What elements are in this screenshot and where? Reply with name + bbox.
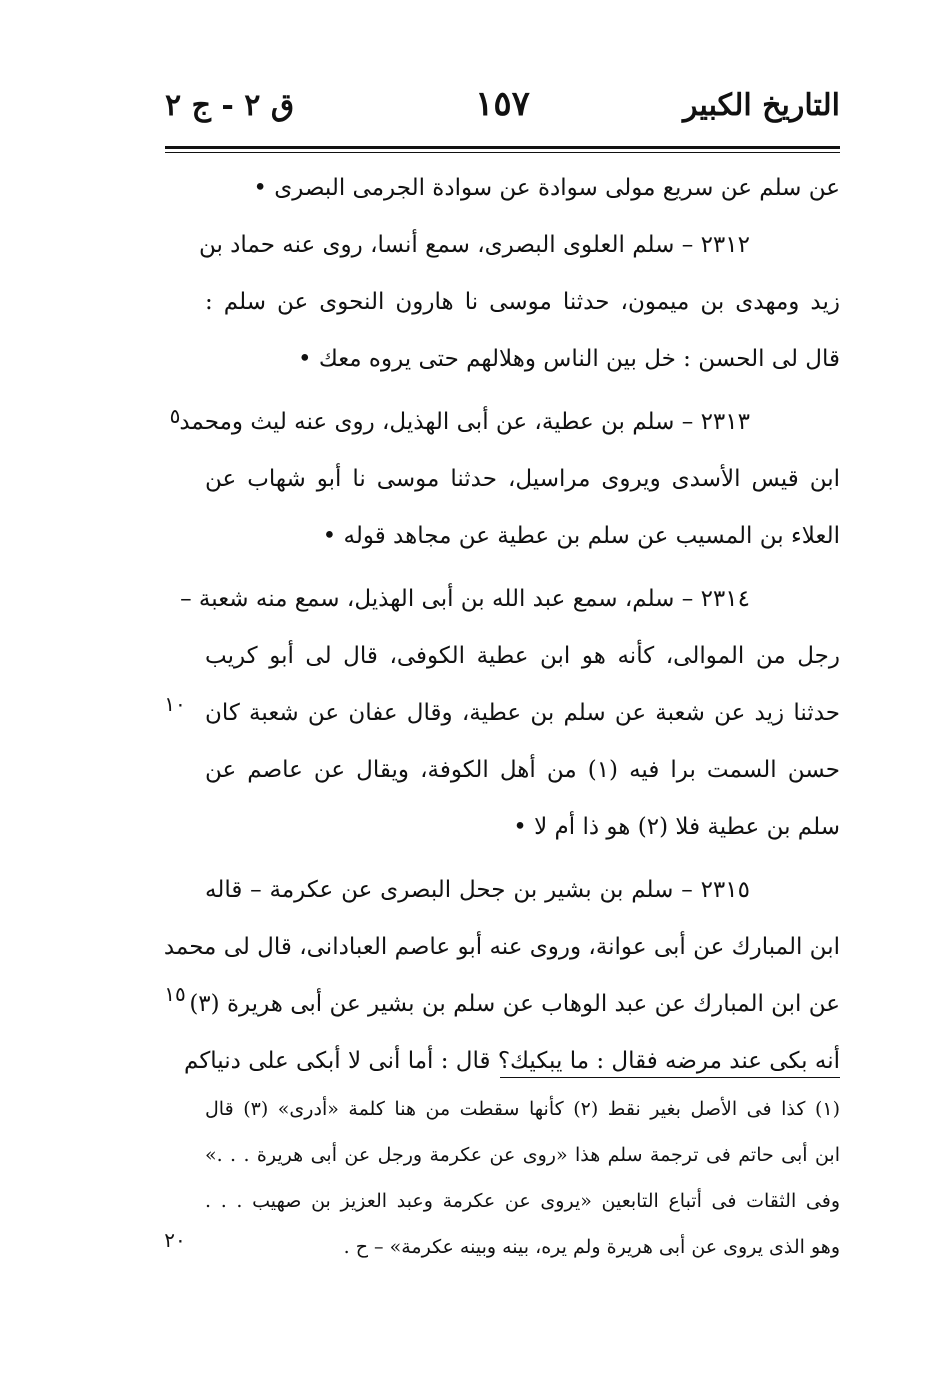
text-line: ابن المبارك عن أبى عوانة، وروى عنه أبو عاصم العبادانى، قال لى محمد (163, 934, 840, 960)
footnote-line: وفى الثقات فى أتباع التابعين «يروى عن عكرمة وعبد العزيز بن صهيب . . . (205, 1190, 840, 1212)
footnote-line: (١) كذا فى الأصل بغير نقط (٢) كأنها سقطت من هنا كلمة «أدرى» (٣) قال (205, 1098, 840, 1120)
entry-2314-line: ٢٣١٤ – سلم، سمع عبد الله بن أبى الهذيل، سمع منه شعبة – (180, 586, 750, 612)
volume-part-label: ق ٢ - ج ٢ (165, 88, 295, 123)
footnote-line: ابن أبى حاتم فى ترجمة سلم هذا «روى عن عكرمة ورجل عن أبى هريرة . . .» (205, 1144, 840, 1166)
text-line: قال لى الحسن : خل بين الناس وهلالهم حتى يروه معك • (297, 346, 840, 372)
text-line: رجل من الموالى، كأنه هو ابن عطية الكوفى، قال لى أبو كريب (205, 643, 840, 669)
running-header (165, 84, 840, 134)
text-line: حسن السمت برا فيه (١) من أهل الكوفة، ويقال عن عاصم عن (205, 757, 840, 783)
header-rule-thin (165, 152, 840, 153)
text-line: زيد ومهدى بن ميمون، حدثنا موسى نا هارون النحوى عن سلم : (205, 289, 840, 315)
footnote-rule (500, 1077, 840, 1078)
line-number-10: ١٠ (164, 692, 186, 716)
entry-2315-line: ٢٣١٥ – سلم بن بشير بن جحل البصرى عن عكرمة – قاله (205, 877, 750, 903)
page-number: ١٥٧ (475, 84, 530, 124)
line-number-20: ٢٠ (164, 1228, 186, 1252)
footnote-line: وهو الذى يروى عن أبى هريرة ولم يره، بينه وبينه عكرمة» – ح . (343, 1236, 840, 1258)
entry-2312-line: ٢٣١٢ – سلم العلوى البصرى، سمع أنسا، روى عنه حماد بن (198, 232, 750, 258)
text-line: سلم بن عطية فلا (٢) هو ذا أم لا • (513, 814, 840, 840)
text-line: عن ابن المبارك عن عبد الوهاب عن سلم بن بشير عن أبى هريرة (٣) (189, 991, 840, 1017)
header-rule (165, 146, 840, 149)
text-line: عن سلم عن سريع مولى سوادة عن سوادة الجرمى البصرى • (253, 175, 840, 201)
text-line: أنه بكى عند مرضه فقال : ما يبكيك؟ قال : أما أنى لا أبكى على دنياكم (184, 1048, 840, 1074)
line-number-5: ٥ (169, 404, 181, 428)
text-line: ابن قيس الأسدى ويروى مراسيل، حدثنا موسى نا أبو شهاب عن (205, 466, 840, 492)
book-title: التاريخ الكبير (682, 88, 840, 123)
footnotes (205, 1086, 840, 1270)
text-line: حدثنا زيد عن شعبة عن سلم بن عطية، وقال عفان عن شعبة كان (205, 700, 840, 726)
text-line: العلاء بن المسيب عن سلم بن عطية عن مجاهد قوله • (322, 523, 840, 549)
line-number-15: ١٥ (164, 982, 186, 1006)
entry-2313-line: ٢٣١٣ – سلم بن عطية، عن أبى الهذيل، روى عنه ليث ومحمد (179, 409, 750, 435)
